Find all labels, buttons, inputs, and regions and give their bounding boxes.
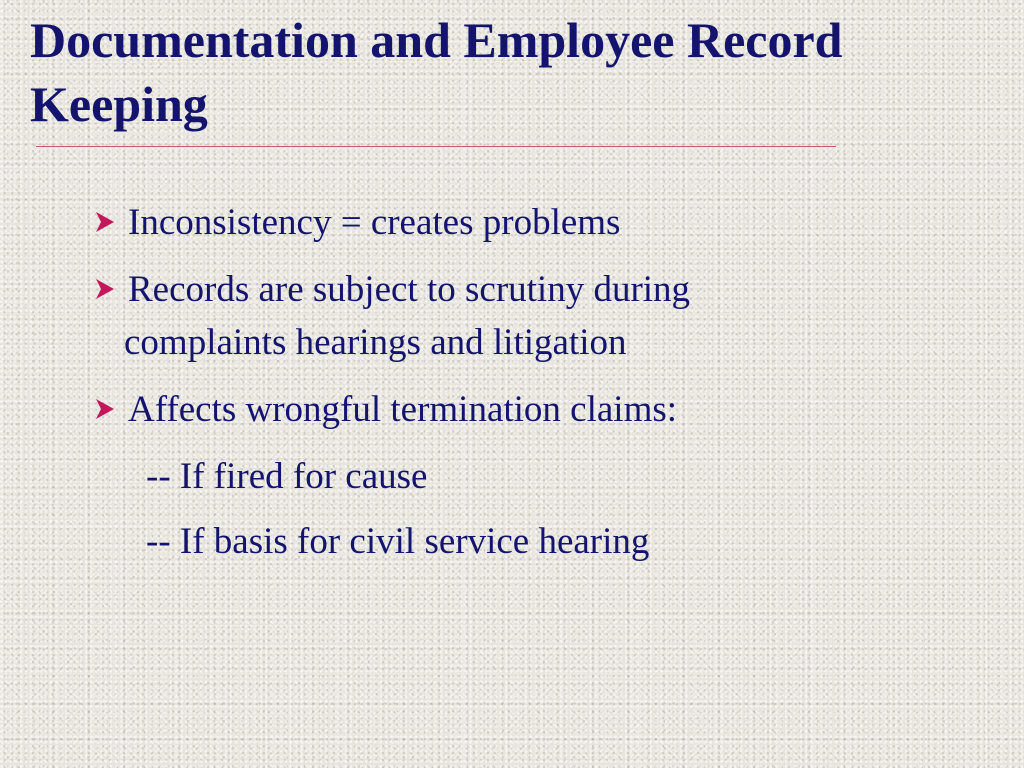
page-title: Documentation and Employee Record Keeping <box>30 12 843 132</box>
list-item <box>90 383 970 436</box>
list-item <box>90 263 970 369</box>
arrow-bullet-icon <box>90 207 120 237</box>
bullet-text: Records are subject to scrutiny during <box>128 269 691 310</box>
bullet-text: Affects wrongful termination claims: <box>128 389 678 430</box>
bullet-list <box>90 196 970 580</box>
sub-list-item: -- If basis for civil service hearing <box>146 521 650 562</box>
bullet-text-continued: complaints hearings and litigation <box>124 322 627 363</box>
list-item <box>90 196 970 249</box>
bullet-text: Inconsistency = creates problems <box>128 202 621 243</box>
title-divider <box>36 146 836 147</box>
arrow-bullet-icon <box>90 394 120 424</box>
arrow-bullet-icon <box>90 274 120 304</box>
sub-list-item: -- If fired for cause <box>146 456 428 497</box>
